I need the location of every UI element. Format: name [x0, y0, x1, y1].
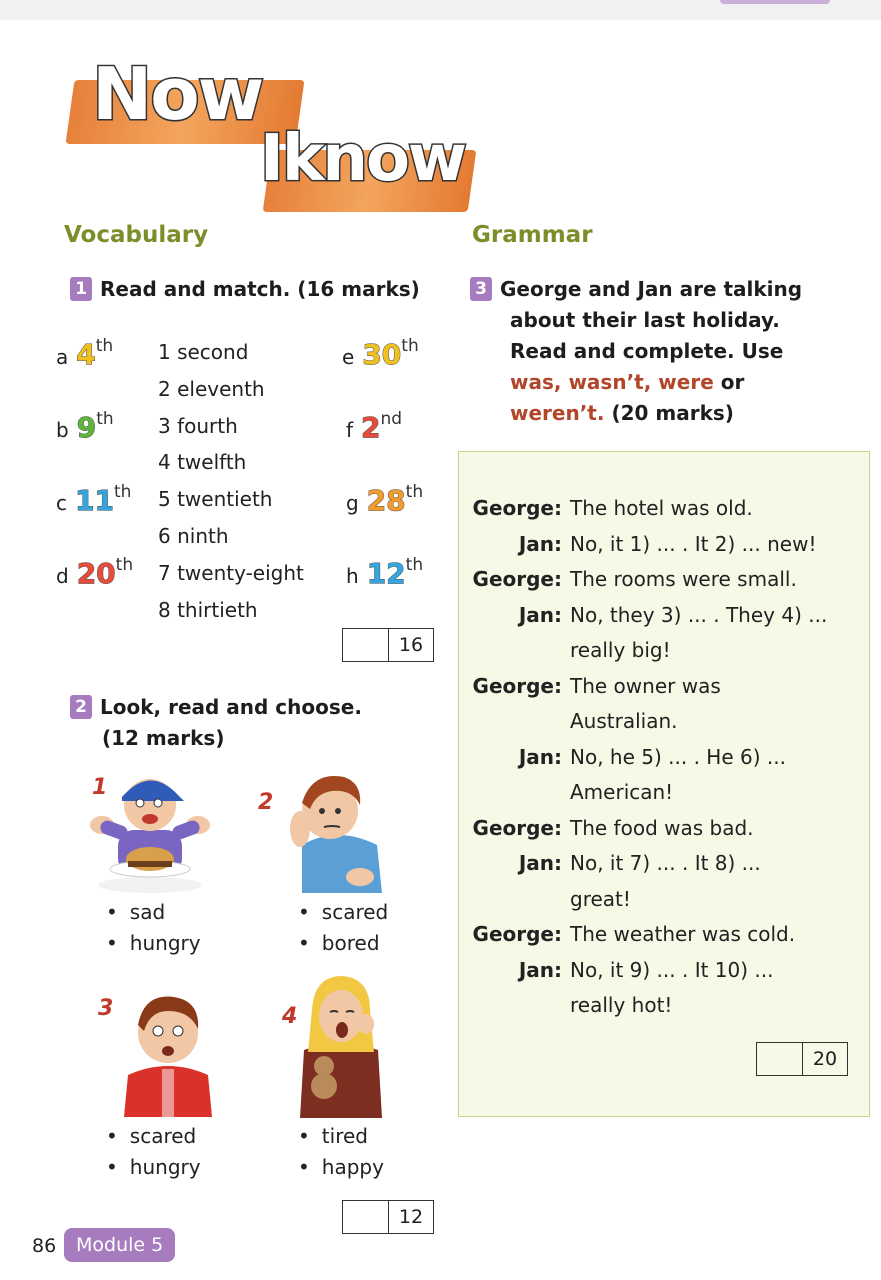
picture-number-3: 3 — [98, 996, 114, 1021]
ordinal-letter: c — [56, 491, 67, 515]
ordinal-number: 20 — [76, 557, 116, 590]
speaker-label: George: — [472, 496, 562, 520]
exercise-2-instruction: 2 Look, read and choose. — [70, 692, 362, 723]
dialogue-line — [470, 674, 850, 698]
dialogue-text: The owner was — [570, 673, 721, 698]
option-tired[interactable]: • tired — [298, 1124, 368, 1148]
dialogue-line — [470, 709, 850, 733]
option-hungry[interactable]: • hungry — [106, 931, 201, 955]
dialogue-line — [470, 780, 850, 804]
speaker-label: George: — [472, 673, 562, 698]
dialogue-text: The hotel was old. — [570, 496, 753, 520]
dialogue-line — [470, 496, 850, 520]
bored-boy-illustration — [282, 765, 392, 895]
speaker-label: Jan: — [518, 851, 562, 875]
option-hungry[interactable]: • hungry — [106, 1155, 201, 1179]
dialogue-text: No, it 9) ... . It 10) ... — [570, 957, 774, 982]
ordinal-suffix: nd — [380, 409, 403, 429]
picture-number-1: 1 — [92, 775, 108, 800]
ordinal-suffix: th — [405, 482, 424, 502]
dialogue-line — [470, 532, 850, 556]
ordinal-a — [56, 336, 113, 371]
scared-boy-illustration — [118, 985, 218, 1120]
ordinal-e — [342, 336, 419, 371]
option-sad[interactable]: • sad — [106, 900, 165, 924]
dialogue-text: No, they 3) ... . They 4) ... — [570, 602, 828, 627]
ordinal-letter: f — [346, 418, 354, 442]
ordinal-h — [346, 555, 423, 590]
dialogue-text: The rooms were small. — [570, 567, 797, 591]
dialogue-line — [470, 638, 850, 662]
speaker-label: Jan: — [518, 531, 562, 556]
ordinal-letter: e — [342, 345, 355, 369]
dialogue-line — [470, 745, 850, 769]
ordinal-letter: d — [56, 564, 69, 588]
ordinal-number: 4 — [76, 338, 96, 371]
title-now: Now — [92, 52, 263, 136]
speaker-label: George: — [472, 567, 562, 591]
ordinal-d — [56, 555, 133, 590]
speaker-label: Jan: — [518, 602, 562, 627]
speaker-label: Jan: — [518, 957, 562, 982]
score-blank[interactable] — [343, 629, 389, 661]
match-word[interactable]: 1 second — [158, 340, 249, 364]
module-badge: Module 5 — [64, 1228, 175, 1262]
ordinal-suffix: th — [405, 555, 424, 575]
match-word[interactable]: 8 thirtieth — [158, 597, 258, 622]
option-bored[interactable]: • bored — [298, 931, 380, 955]
boy-eating-burger-illustration — [90, 765, 210, 895]
dialogue-text: The food was bad. — [570, 815, 754, 840]
dialogue-line — [470, 887, 850, 911]
dialogue-text: The weather was cold. — [570, 922, 796, 946]
dialogue-text: No, it 7) ... . It 8) ... — [570, 851, 761, 875]
picture-number-4: 4 — [282, 1004, 298, 1029]
score-box-ex1 — [342, 628, 434, 662]
dialogue-line — [470, 851, 850, 875]
ordinal-suffix: th — [96, 409, 114, 429]
match-word[interactable]: 3 fourth — [158, 413, 238, 438]
dialogue-text: Australian. — [570, 709, 678, 733]
ordinal-number: 9 — [76, 411, 97, 444]
exercise-3-instruction: 3 George and Jan are talking about their last holiday. Read and complete. Use was, wasn’t, were or weren’t. (20 marks) — [470, 274, 850, 429]
ordinal-number: 11 — [75, 484, 114, 517]
ordinal-g — [346, 482, 423, 517]
score-total: 12 — [398, 1206, 424, 1228]
dialogue-line — [470, 603, 850, 627]
dialogue-line — [470, 567, 850, 591]
dialogue-text: great! — [570, 886, 631, 911]
ordinal-number: 28 — [366, 484, 406, 517]
page-number: 86 — [32, 1235, 57, 1257]
score-box-ex2 — [342, 1200, 434, 1234]
option-happy[interactable]: • happy — [298, 1155, 384, 1179]
dialogue-text: No, he 5) ... . He 6) ... — [570, 744, 786, 769]
ordinal-suffix: th — [115, 555, 134, 575]
picture-number-2: 2 — [258, 790, 274, 815]
grammar-heading: Grammar — [472, 222, 593, 248]
dialogue-text: American! — [570, 780, 674, 804]
vocabulary-heading: Vocabulary — [64, 222, 209, 248]
match-word[interactable]: 2 eleventh — [158, 376, 265, 401]
option-scared[interactable]: • scared — [298, 900, 388, 924]
dialogue-line — [470, 816, 850, 840]
score-blank[interactable] — [343, 1201, 389, 1233]
title-i-know: Iknow — [260, 122, 466, 196]
ordinal-suffix: th — [95, 336, 114, 356]
exercise-number: 2 — [70, 695, 92, 719]
ordinal-f — [346, 409, 402, 444]
dialogue-text: really big! — [570, 638, 671, 662]
ordinal-letter: h — [346, 564, 359, 588]
ordinal-number: 2 — [361, 411, 381, 444]
score-blank[interactable] — [757, 1043, 803, 1075]
tired-girl-illustration — [296, 970, 386, 1120]
option-scared[interactable]: • scared — [106, 1124, 196, 1148]
exercise-number: 3 — [470, 277, 492, 301]
dialogue-line — [470, 993, 850, 1017]
exercise-1-instruction: 1 Read and match. (16 marks) — [70, 274, 420, 305]
speaker-label: George: — [472, 922, 562, 946]
ordinal-suffix: th — [401, 336, 419, 356]
dialogue-text: really hot! — [570, 993, 673, 1017]
match-word[interactable]: 6 ninth — [158, 524, 229, 548]
ordinal-b — [56, 409, 114, 444]
match-word[interactable]: 7 twenty-eight — [158, 560, 304, 585]
exercise-2-marks: (12 marks) — [102, 726, 225, 750]
ordinal-number: 30 — [362, 338, 402, 371]
ordinal-letter: b — [56, 418, 69, 442]
speaker-label: Jan: — [518, 744, 562, 769]
page-title — [62, 40, 472, 210]
score-box-ex3 — [756, 1042, 848, 1076]
ordinal-suffix: th — [113, 482, 132, 502]
ordinal-letter: g — [346, 491, 359, 515]
match-word[interactable]: 5 twentieth — [158, 487, 273, 512]
speaker-label: George: — [472, 815, 562, 840]
score-total: 20 — [812, 1048, 838, 1070]
exercise-number: 1 — [70, 277, 92, 301]
dialogue-text: No, it 1) ... . It 2) ... new! — [570, 531, 817, 556]
dialogue-line — [470, 922, 850, 946]
match-word[interactable]: 4 twelfth — [158, 450, 247, 475]
score-total: 16 — [398, 634, 424, 656]
ordinal-number: 12 — [366, 557, 406, 590]
dialogue-line — [470, 958, 850, 982]
ordinal-c — [56, 482, 131, 517]
top-accent — [720, 0, 830, 4]
ordinal-letter: a — [56, 345, 69, 369]
